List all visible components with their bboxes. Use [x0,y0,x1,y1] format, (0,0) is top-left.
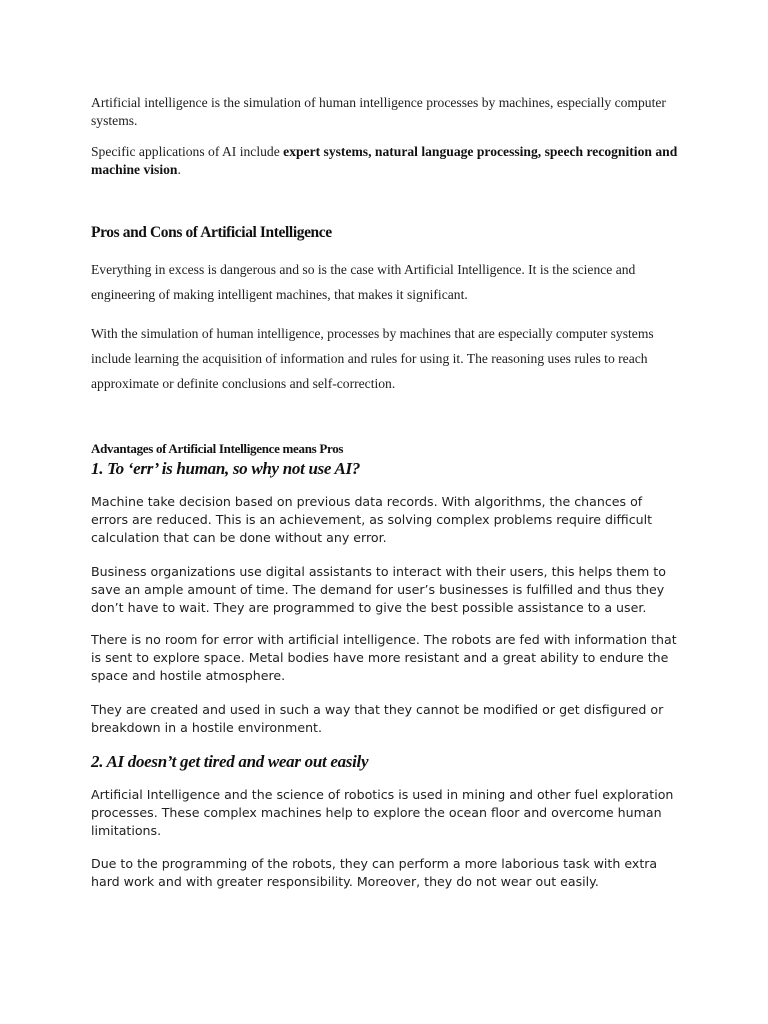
advantage-1-heading: 1. To ‘err’ is human, so why not use AI? [91,459,361,478]
advantage-1-paragraph-4: They are created and used in such a way that they cannot be modified or get disfigured or breakdown in a hostile environment. [91,702,664,735]
intro-paragraph-1: Artificial intelligence is the simulation of human intelligence processes by machines, especially computer systems. [91,95,666,128]
advantage-1-paragraph-3: There is no room for error with artificial intelligence. The robots are fed with information that is sent to explore space. Metal bodies have more resistant and a great ability to endure the space and hostile atmosphere. [91,632,677,683]
intro-paragraph-2 [91,143,681,179]
pros-cons-paragraph-1: Everything in excess is dangerous and so is the case with Artificial Intelligence. It is the science and engineering of making intelligent machines, that makes it significant. [91,262,636,302]
advantage-2-paragraph-2: Due to the programming of the robots, they can perform a more laborious task with extra hard work and with greater responsibility. Moreover, they do not wear out easily. [91,856,658,889]
advantage-1-paragraph-1: Machine take decision based on previous data records. With algorithms, the chances of errors are reduced. This is an achievement, as solving complex problems require difficult calculation that can be done without any error. [91,494,653,545]
advantages-heading: Advantages of Artificial Intelligence means Pros [91,441,344,456]
intro-paragraph-2-text: Specific applications of AI include [91,144,284,159]
advantage-2-heading: 2. AI doesn’t get tired and wear out easily [91,752,369,771]
intro-paragraph-2-bold: expert systems, natural language processing, speech recognition and machine vision [91,144,678,177]
advantage-1-paragraph-2: Business organizations use digital assistants to interact with their users, this helps them to save an ample amount of time. The demand for user’s businesses is fulfilled and thus they don’t have to wait. They are programmed to give the best possible assistance to a user. [91,564,666,615]
pros-cons-heading: Pros and Cons of Artificial Intelligence [91,224,332,241]
pros-cons-paragraph-2: With the simulation of human intelligence, processes by machines that are especially computer systems include learning the acquisition of information and rules for using it. The reasoning uses rules to reach approximate or definite conclusions and self-correction. [91,326,654,391]
intro-paragraph-2-end: . [177,162,181,177]
advantage-2-paragraph-1: Artificial Intelligence and the science of robotics is used in mining and other fuel exploration processes. These complex machines help to explore the ocean floor and overcome human limitations. [91,787,674,838]
